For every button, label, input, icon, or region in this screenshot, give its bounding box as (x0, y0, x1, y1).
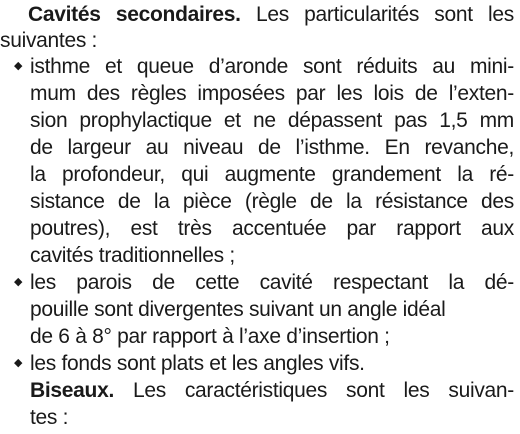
text-line: sion prophylactique et ne dépassent pas 1,5 mm (30, 109, 514, 132)
text-line: suivantes : (0, 29, 98, 52)
text-line: Biseaux. Les caractéristiques sont les suivan- (30, 379, 514, 402)
text-line: de 6 à 8° par rapport à l’axe d’insertion ; (30, 325, 390, 348)
section-heading: Biseaux. (30, 379, 114, 402)
text-line: poutres), est très accentuée par rapport aux (30, 217, 514, 240)
text-line: pouille sont divergentes suivant un angle idéal (30, 298, 446, 321)
text-line: sistance de la pièce (règle de la résistance des (30, 190, 514, 213)
bullet-icon: ◆ (14, 276, 23, 288)
text-line: isthme et queue d’aronde sont réduits au mini- (30, 55, 514, 78)
bullet-icon: ◆ (14, 60, 23, 72)
text-line: mum des règles imposées par les lois de l’exten- (30, 82, 514, 105)
text-line: Cavités secondaires. Les particularités sont les (28, 3, 514, 26)
text-line: la profondeur, qui augmente grandement la ré- (30, 163, 514, 186)
section-heading: Cavités secondaires. (28, 3, 241, 26)
text-line: cavités traditionnelles ; (30, 244, 235, 267)
text-line: les parois de cette cavité respectant la dé- (30, 271, 514, 294)
bullet-icon: ◆ (14, 357, 23, 369)
text-line: tes : (30, 406, 69, 429)
text-line: les fonds sont plats et les angles vifs. (30, 352, 365, 375)
text-line: de largeur au niveau de l’isthme. En revanche, (30, 136, 514, 159)
